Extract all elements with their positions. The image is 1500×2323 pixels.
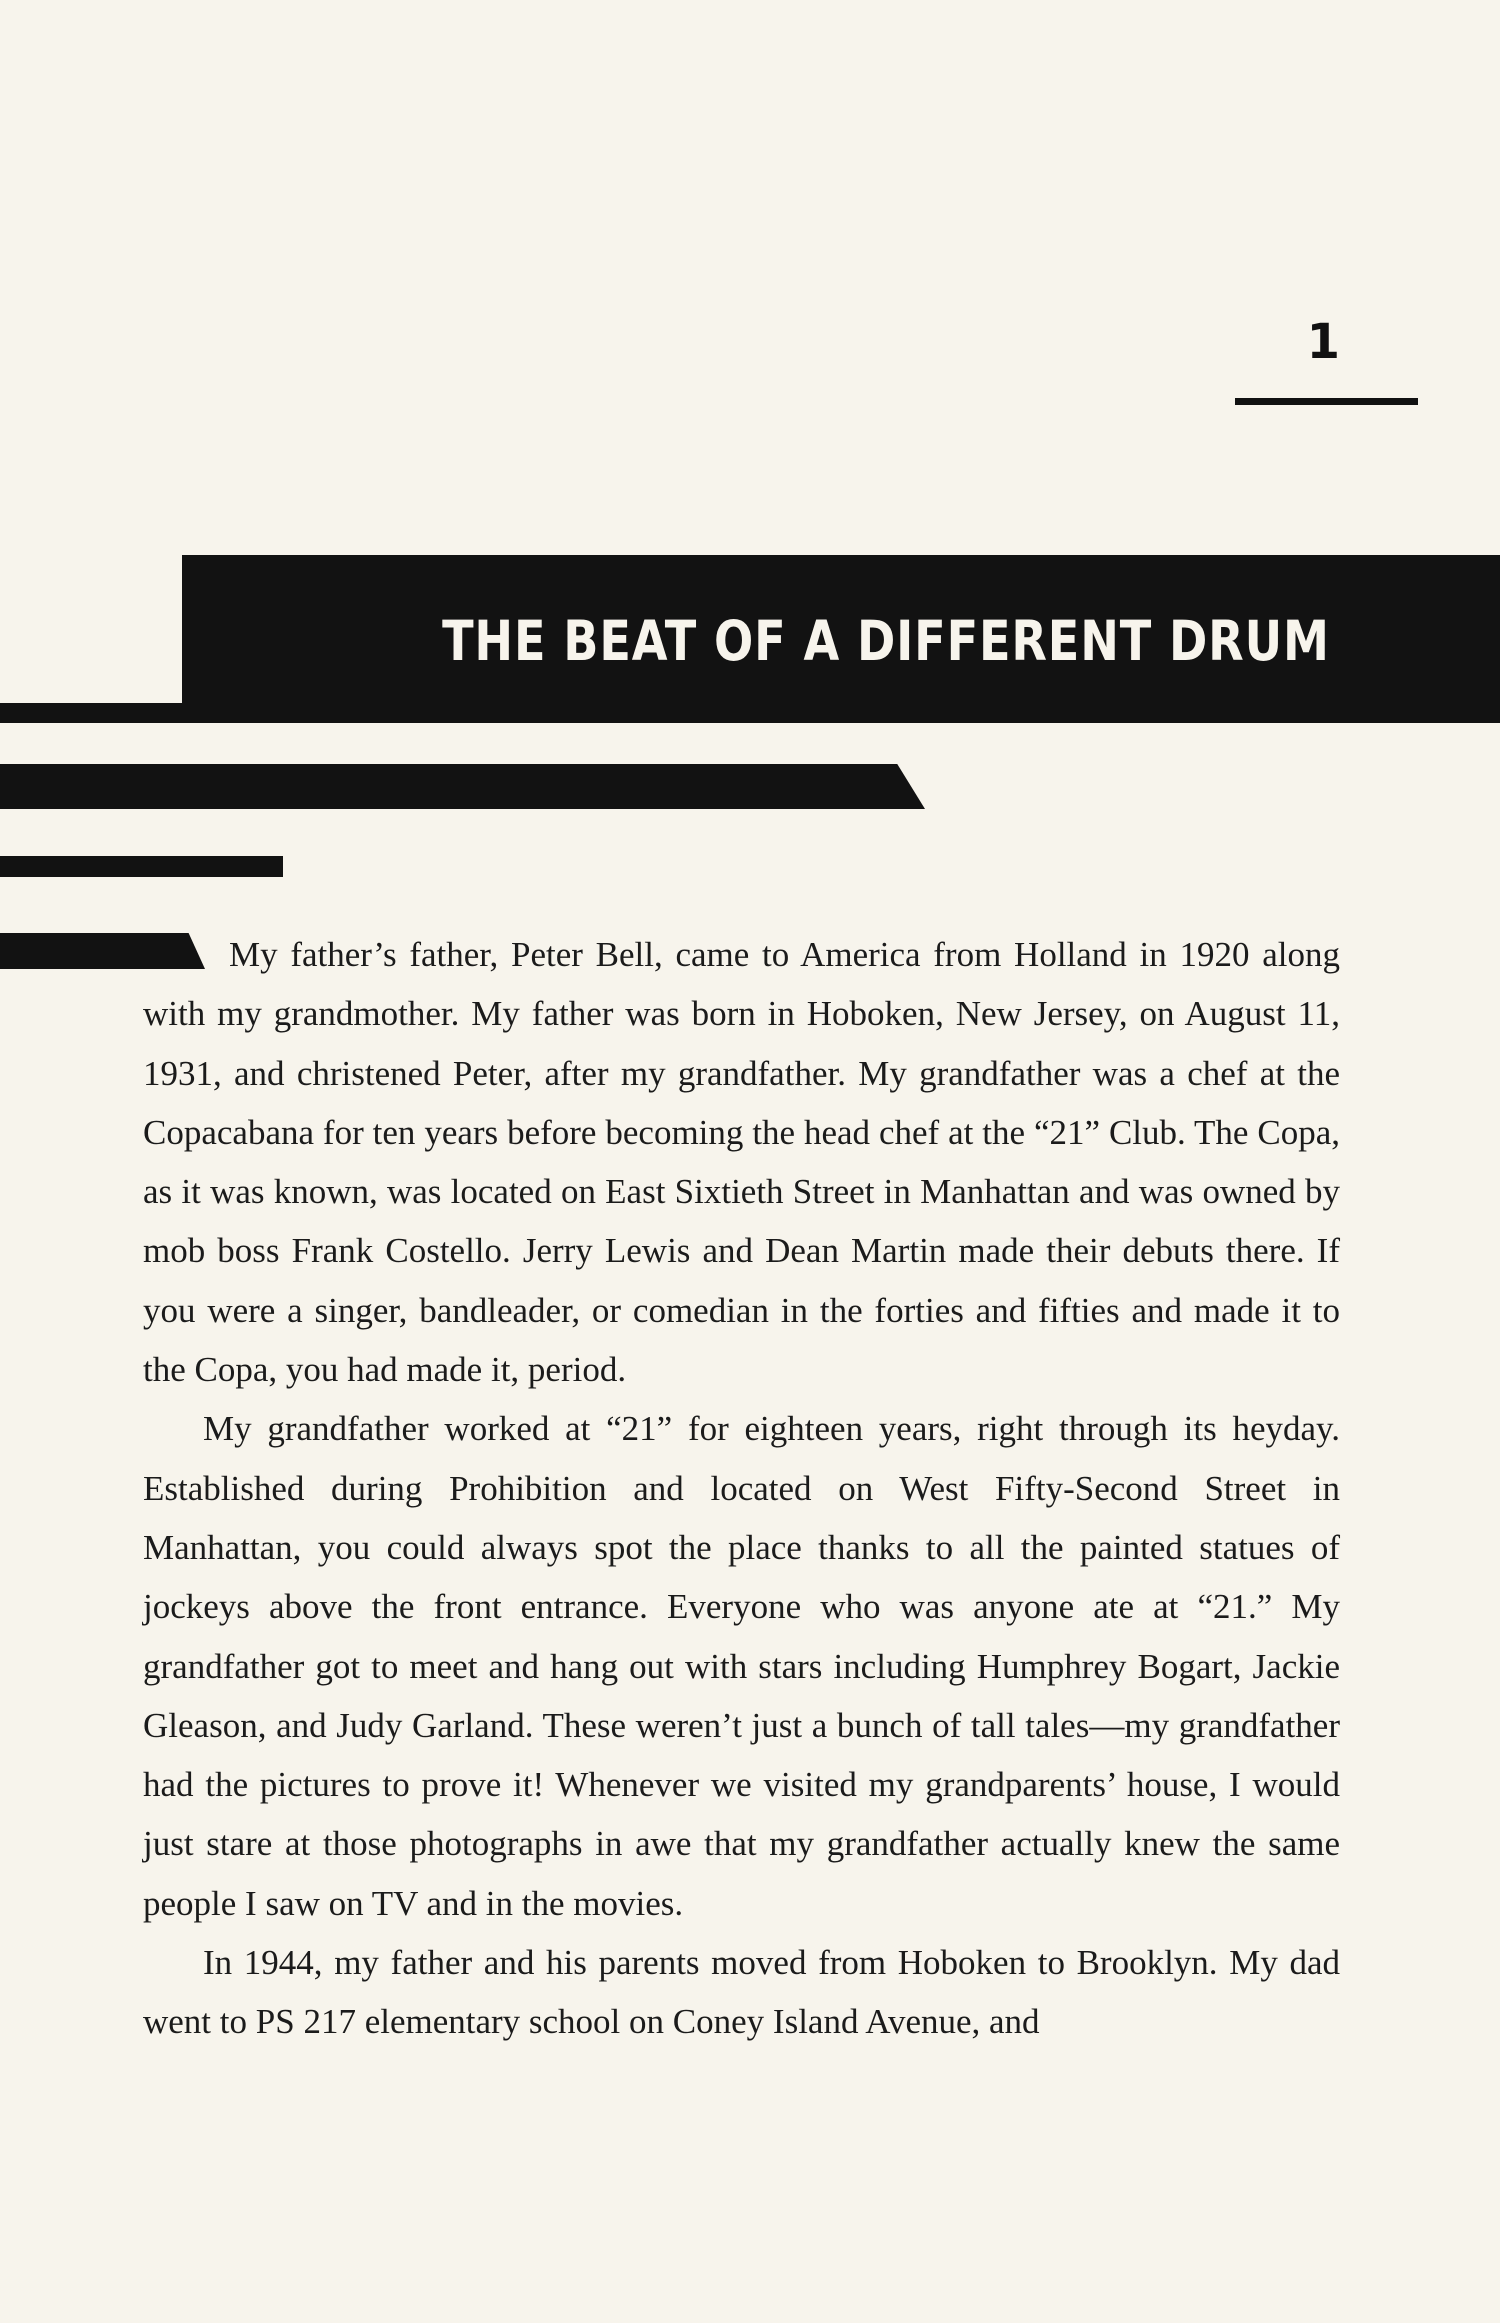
paragraph: In 1944, my father and his parents moved from Hoboken to Brooklyn. My dad went to PS 217 elementary school on Coney Island Avenue, and <box>143 1943 1340 2042</box>
chapter-number: 1 <box>1306 314 1340 370</box>
decorative-stripe <box>0 856 283 877</box>
chapter-number-rule <box>1235 398 1418 405</box>
decorative-stripe <box>0 764 925 809</box>
paragraph-text: My father’s father, Peter Bell, came to America from Holland in 1920 along with my grandmother. My father was born in Hoboken, New Jersey, on August 11, 1931, and christened Peter, after my grandfather. My grandfather was a chef at the Copacabana for ten years before becoming the head chef at the “21” Club. The Copa, as it was known, was located on East Sixtieth Street in Manhattan and was owned by mob boss Frank Costello. Jerry Lewis and Dean Martin made their debuts there. If you were a singer, bandleader, or comedian in the forties and fifties and made it to the Copa, you had made it, period. <box>143 935 1340 1390</box>
paragraph <box>143 925 1340 1399</box>
chapter-title-band <box>182 555 1500 723</box>
chapter-title: THE BEAT OF A DIFFERENT DRUM <box>442 609 1330 673</box>
chapter-body <box>143 925 1340 2052</box>
paragraph: My grandfather worked at “21” for eighteen years, right through its heyday. Established during Prohibition and located on West Fifty-Second Street in Manhattan, you could always spot the place thanks to all the painted statues of jockeys above the front entrance. Everyone who was anyone ate at “21.” My grandfather got to meet and hang out with stars including Humphrey Bogart, Jackie Gleason, and Judy Garland. These weren’t just a bunch of tall tales—my grandfather had the pictures to prove it! Whenever we visited my grandparents’ house, I would just stare at those photographs in awe that my grandfather actually knew the same people I saw on TV and in the movies. <box>143 1409 1340 1923</box>
